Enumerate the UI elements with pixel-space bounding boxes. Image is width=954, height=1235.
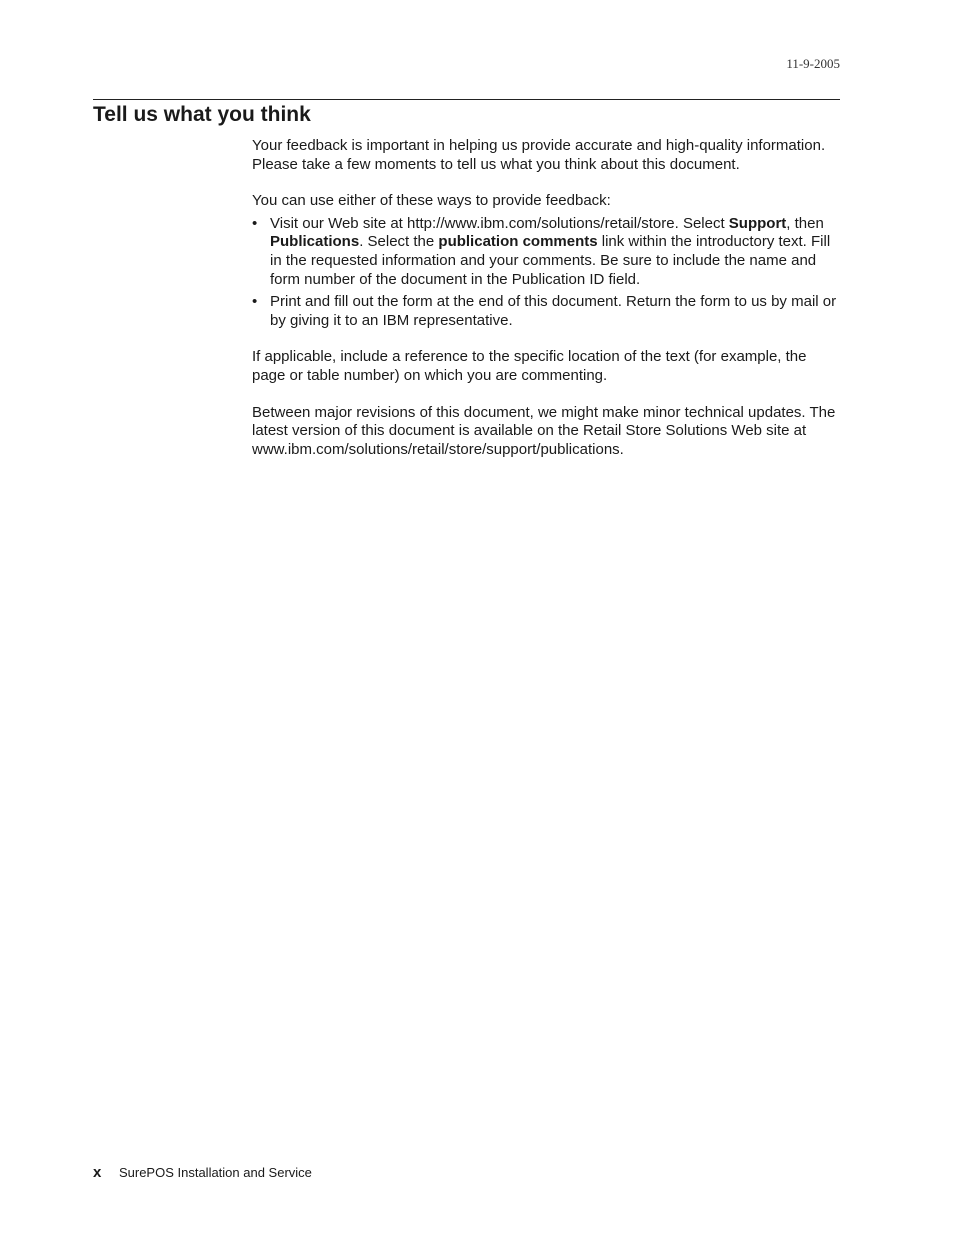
page-number: x xyxy=(93,1164,102,1181)
paragraph-ways: You can use either of these ways to provide feedback: xyxy=(252,192,611,210)
section-title: Tell us what you think xyxy=(93,103,311,126)
list-item-text: , then xyxy=(786,214,824,232)
feedback-list xyxy=(252,215,842,331)
paragraph-updates: Between major revisions of this document, we might make minor technical updates. The latest version of this document is available on the Retail Store Solutions Web site at www.ibm.com/solutions/retail/store/support/publications. xyxy=(252,403,836,458)
bullet-mark: • xyxy=(252,293,258,311)
heading-rule xyxy=(93,99,840,100)
list-item xyxy=(252,293,842,330)
header-date: 11-9-2005 xyxy=(786,56,840,71)
book-title: SurePOS Installation and Service xyxy=(118,1165,312,1180)
page-footer xyxy=(93,1164,312,1181)
list-item xyxy=(252,215,842,289)
list-item-text: Visit our Web site at http://www.ibm.com/solutions/retail/store. Select xyxy=(270,214,729,232)
section-body xyxy=(252,137,842,477)
bullet-mark: • xyxy=(252,214,258,232)
list-item-text: link within the introductory text. Fill in the requested information and your comments. Be sure to include the name and form number of the document in the Publication ID field. xyxy=(270,233,831,288)
paragraph-intro: Your feedback is important in helping us provide accurate and high-quality information. Please take a few moments to tell us what you think about this document. xyxy=(252,137,826,173)
list-item-text: . Select the xyxy=(359,233,439,251)
bold-term-publications: Publications xyxy=(270,233,360,251)
bold-term-support: Support xyxy=(728,214,787,232)
paragraph-reference: If applicable, include a reference to the specific location of the text (for example, the page or table number) on which you are commenting. xyxy=(252,348,807,384)
list-item-text: Print and fill out the form at the end of this document. Return the form to us by mail or by giving it to an IBM representative. xyxy=(270,293,837,329)
bold-term-publication-comments: publication comments xyxy=(438,233,598,251)
